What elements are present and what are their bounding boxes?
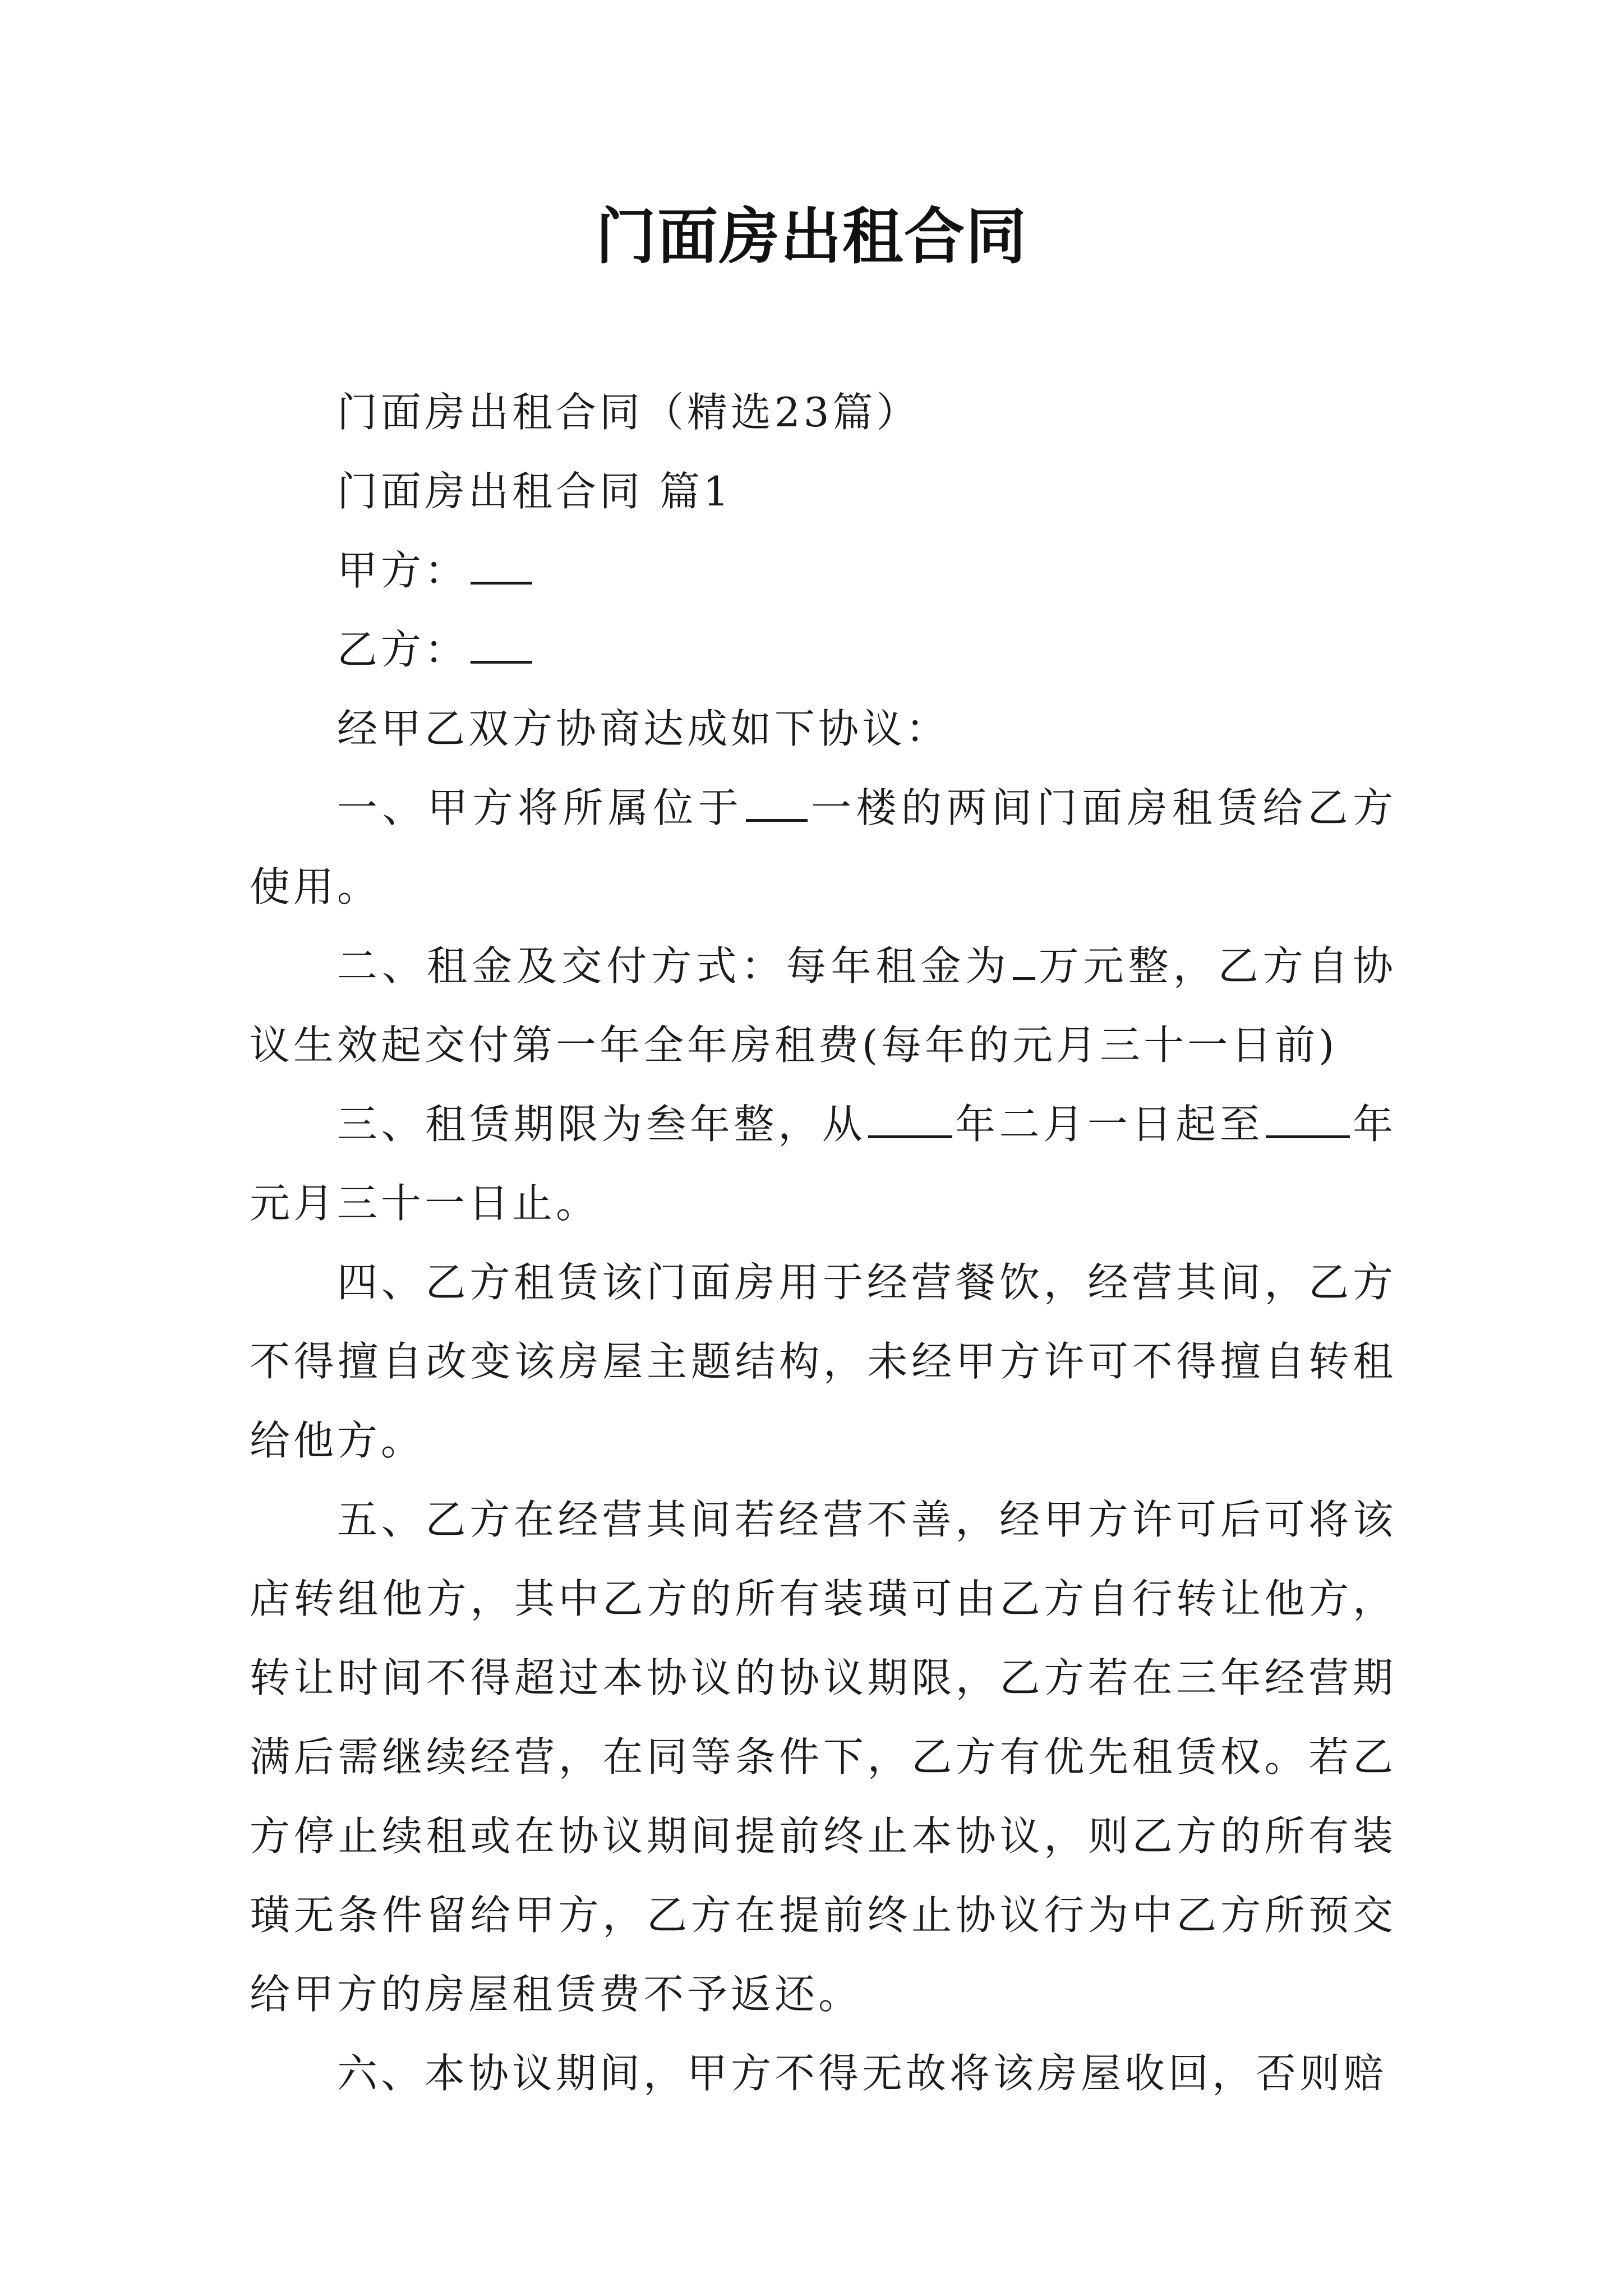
clause-2-amount-blank bbox=[1013, 944, 1035, 980]
clause-3-start-year-blank bbox=[868, 1102, 952, 1138]
clause-3-end-year-blank bbox=[1266, 1102, 1350, 1138]
clause-3-text-b: 年二月一日起至 bbox=[955, 1101, 1264, 1148]
party-a-label: 甲方： bbox=[337, 547, 469, 594]
clause-2-text-b: 万元整，乙方自协议生效起交付第一年全年房租费(每年的元月三十一日前) bbox=[250, 942, 1396, 1069]
section-heading: 门面房出租合同 篇1 bbox=[337, 468, 732, 515]
party-b-label: 乙方： bbox=[337, 626, 469, 673]
clause-3-text-a: 三、租赁期限为叁年整，从 bbox=[337, 1101, 866, 1148]
subtitle-paragraph: 门面房出租合同（精选23篇） bbox=[337, 389, 920, 436]
clause-2-text-a: 二、租金及交付方式：每年租金为 bbox=[337, 942, 1011, 990]
party-a-blank bbox=[471, 548, 532, 585]
clause-1-text-a: 一、甲方将所属位于 bbox=[337, 784, 744, 831]
clause-1-text-b: 一楼的两间门面房租赁给乙方使用。 bbox=[250, 784, 1396, 910]
clause-3-text-c: 年元月三十一日止。 bbox=[250, 1101, 1396, 1227]
party-a-line bbox=[250, 531, 1396, 610]
clause-4: 四、乙方租赁该门面房用于经营餐饮，经营其间，乙方不得擅自改变该房屋主题结构，未经甲方许可不得擅自转租给他方。 bbox=[250, 1259, 1396, 1464]
party-b-blank bbox=[471, 627, 532, 664]
party-b-line bbox=[250, 610, 1396, 689]
clause-5: 五、乙方在经营其间若经营不善，经甲方许可后可将该店转组他方，其中乙方的所有装璜可由乙方自行转让他方，转让时间不得超过本协议的协议期限，乙方若在三年经营期满后需继续经营，在同等条件下，乙方有优先租赁权。若乙方停止续租或在协议期间提前终止本协议，则乙方的所有装璜无条件留给甲方，乙方在提前终止协议行为中乙方所预交给甲方的房屋租赁费不予返还。 bbox=[250, 1496, 1396, 2018]
document-body bbox=[250, 373, 1396, 2113]
clause-1-address-blank bbox=[746, 785, 808, 822]
document-title: 门面房出租合同 bbox=[595, 201, 1027, 272]
agreement-intro: 经甲乙双方协商达成如下协议： bbox=[337, 705, 950, 752]
clause-2 bbox=[250, 927, 1396, 1085]
clause-6: 六、本协议期间，甲方不得无故将该房屋收回，否则赔 bbox=[337, 2050, 1387, 2097]
clause-3 bbox=[250, 1085, 1396, 1243]
clause-1 bbox=[250, 769, 1396, 927]
